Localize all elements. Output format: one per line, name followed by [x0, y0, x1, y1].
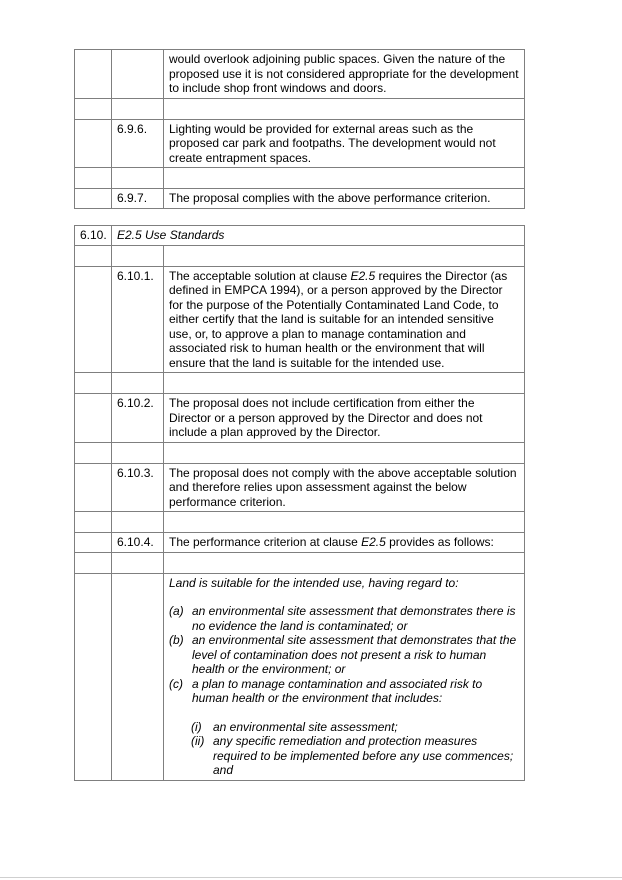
paragraph-text: would overlook adjoining public spaces. Given the nature of the proposed use it is not considered appropriate for the development to include shop front windows and doors. — [164, 50, 525, 99]
spacer-row — [75, 98, 525, 119]
paragraph-text: The proposal complies with the above performance criterion. — [164, 189, 525, 209]
criterion-intro: Land is suitable for the intended use, having regard to: — [169, 575, 459, 590]
performance-criterion — [164, 573, 525, 780]
criterion-sublist — [191, 720, 519, 778]
paragraph-number: 6.10.4. — [112, 533, 164, 553]
list-item: (i) an environmental site assessment; — [191, 719, 398, 734]
assessment-table-6-9 — [74, 49, 525, 209]
paragraph-number: 6.9.7. — [112, 189, 164, 209]
paragraph-text: The proposal does not comply with the above acceptable solution and therefore relies upon assessment against the below performance criterion. — [164, 463, 525, 512]
assessment-table-6-10 — [74, 225, 525, 781]
paragraph-number: 6.10.3. — [112, 463, 164, 512]
table-row — [75, 266, 525, 373]
clause-reference: E2.5 — [350, 268, 376, 283]
section-number: 6.10. — [75, 226, 112, 246]
table-row — [75, 119, 525, 168]
paragraph-number: 6.10.1. — [112, 266, 164, 373]
section-heading-row — [75, 226, 525, 246]
table-row — [75, 189, 525, 209]
list-item: (c) a plan to manage contamination and associated risk to human health or the environment that includes: — [169, 676, 483, 705]
table-row — [75, 50, 525, 99]
paragraph-number: 6.9.6. — [112, 119, 164, 168]
spacer-row — [75, 552, 525, 573]
paragraph-text: The performance criterion at clause E2.5 provides as follows: — [164, 533, 525, 553]
paragraph-text: The acceptable solution at clause E2.5 requires the Director (as defined in EMPCA 1994), or a person approved by the Director for the purpose of the Potentially Contaminated Land Code, to either certify that the land is suitable for an intended sensitive use, or, to approve a plan to manage contamination and associated risk to human health or the environment that will ensure that the land is suitable for the intended use. — [164, 266, 525, 373]
spacer-row — [75, 168, 525, 189]
spacer-row — [75, 442, 525, 463]
list-item: (b) an environmental site assessment that demonstrates that the level of contamination does not present a risk to human health or the environment; or — [169, 633, 517, 676]
clause-reference: E2.5 — [361, 535, 386, 549]
spacer-row — [75, 512, 525, 533]
criterion-row — [75, 573, 525, 780]
paragraph-number: 6.10.2. — [112, 394, 164, 443]
list-item: (a) an environmental site assessment that demonstrates there is no evidence the land is contaminated; or — [169, 604, 516, 633]
table-row — [75, 533, 525, 553]
list-item: (ii) any specific remediation and protection measures required to be implemented before any use commences; and — [191, 734, 514, 777]
table-row — [75, 394, 525, 443]
criterion-list — [169, 604, 519, 706]
paragraph-text: The proposal does not include certification from either the Director or a person approved by the Director and does not include a plan approved by the Director. — [164, 394, 525, 443]
spacer-row — [75, 245, 525, 266]
page-bottom-rule — [0, 877, 622, 878]
paragraph-text: Lighting would be provided for external areas such as the proposed car park and footpaths. The development would not create entrapment spaces. — [164, 119, 525, 168]
spacer-row — [75, 373, 525, 394]
table-row — [75, 463, 525, 512]
section-title: E2.5 Use Standards — [112, 226, 525, 246]
